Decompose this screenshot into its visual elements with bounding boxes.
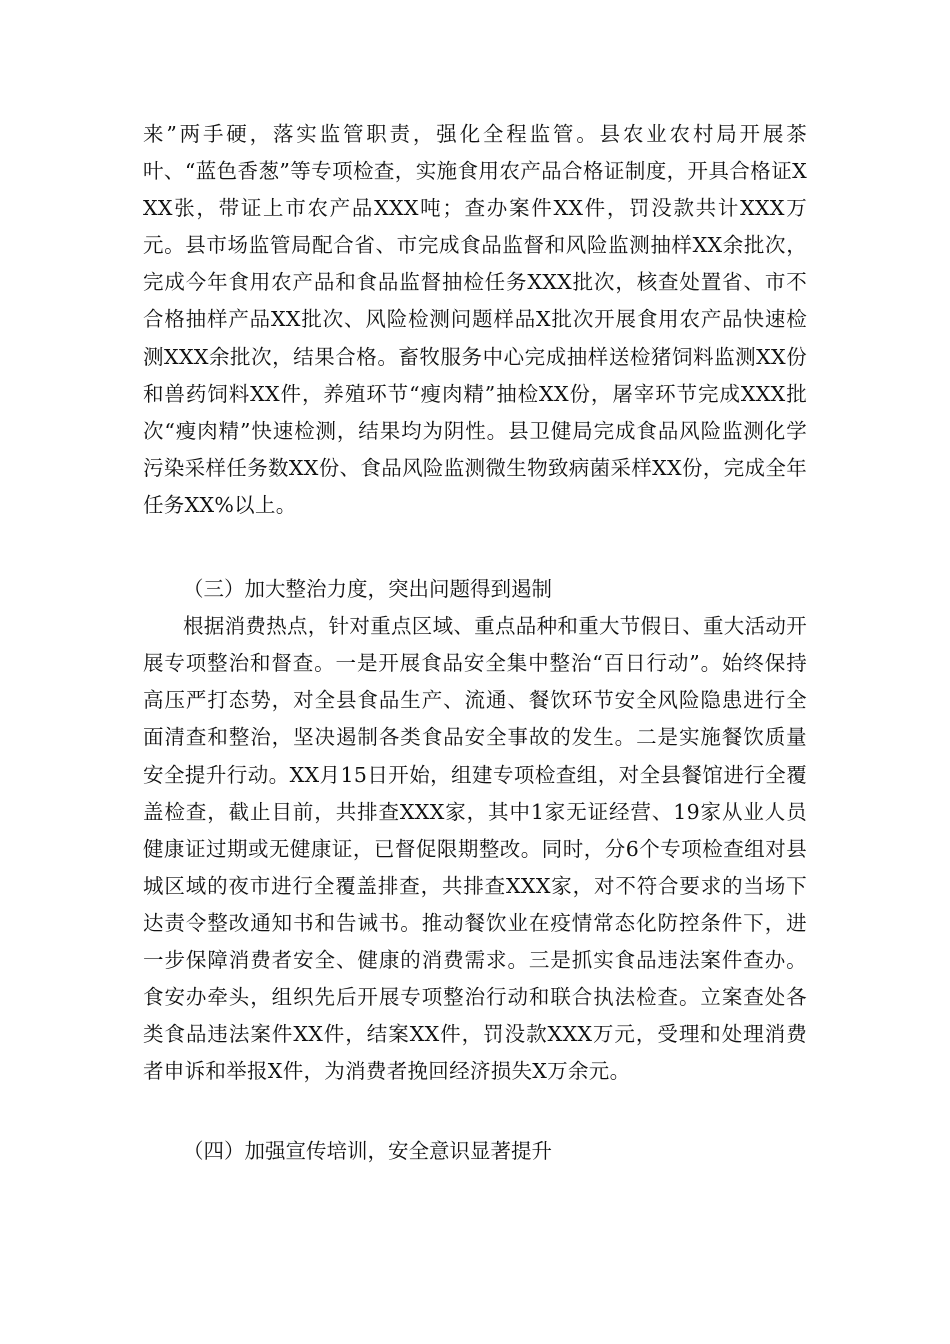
section-heading-3: （三）加大整治力度，突出问题得到遏制 [183, 577, 552, 602]
paragraph-supervision: 来”两手硬，落实监管职责，强化全程监管。县农业农村局开展茶叶、“蓝色香葱”等专项检查，实施食用农产品合格证制度，开具合格证XXX张，带证上市农产品XXX吨；查办案件XX件，罚没款共计XXX万元。县市场监管局配合省、市完成食品监督和风险监测抽样XX余批次，完成今年食用农产品和食品监督抽检任务XXX批次，核查处置省、市不合格抽样产品XX批次、风险检测问题样品X批次开展食用农产品快速检测XXX余批次，结果合格。畜牧服务中心完成抽样送检猪饲料监测XX份和兽药饲料XX件，养殖环节“瘦肉精”抽检XX份，屠宰环节完成XXX批次“瘦肉精”快速检测，结果均为阴性。县卫健局完成食品风险监测化学污染采样任务数XX份、食品风险监测微生物致病菌采样XX份，完成全年任务XX%以上。 [143, 122, 807, 517]
section-heading-4: （四）加强宣传培训，安全意识显著提升 [183, 1139, 552, 1164]
paragraph-spacer [143, 524, 807, 571]
paragraph-rectification: 根据消费热点，针对重点区域、重点品种和重大节假日、重大活动开展专项整治和督查。一是开展食品安全集中整治“百日行动”。始终保持高压严打态势，对全县食品生产、流通、餐饮环节安全风险隐患进行全面清查和整治，坚决遏制各类食品安全事故的发生。二是实施餐饮质量安全提升行动。XX月15日开始，组建专项检查组，对全县餐馆进行全覆盖检查，截止目前，共排查XXX家，其中1家无证经营、19家从业人员健康证过期或无健康证，已督促限期整改。同时，分6个专项检查组对县城区域的夜市进行全覆盖排查，共排查XXX家，对不符合要求的当场下达责令整改通知书和告诫书。推动餐饮业在疫情常态化防控条件下，进一步保障消费者安全、健康的消费需求。三是抓实食品违法案件查办。食安办牵头，组织先后开展专项整治行动和联合执法检查。立案查处各类食品违法案件XX件，结案XX件，罚没款XXX万元，受理和处理消费者申诉和举报X件，为消费者挽回经济损失X万余元。 [143, 614, 807, 1084]
paragraph-spacer [143, 1090, 807, 1133]
document-body [143, 116, 807, 1170]
